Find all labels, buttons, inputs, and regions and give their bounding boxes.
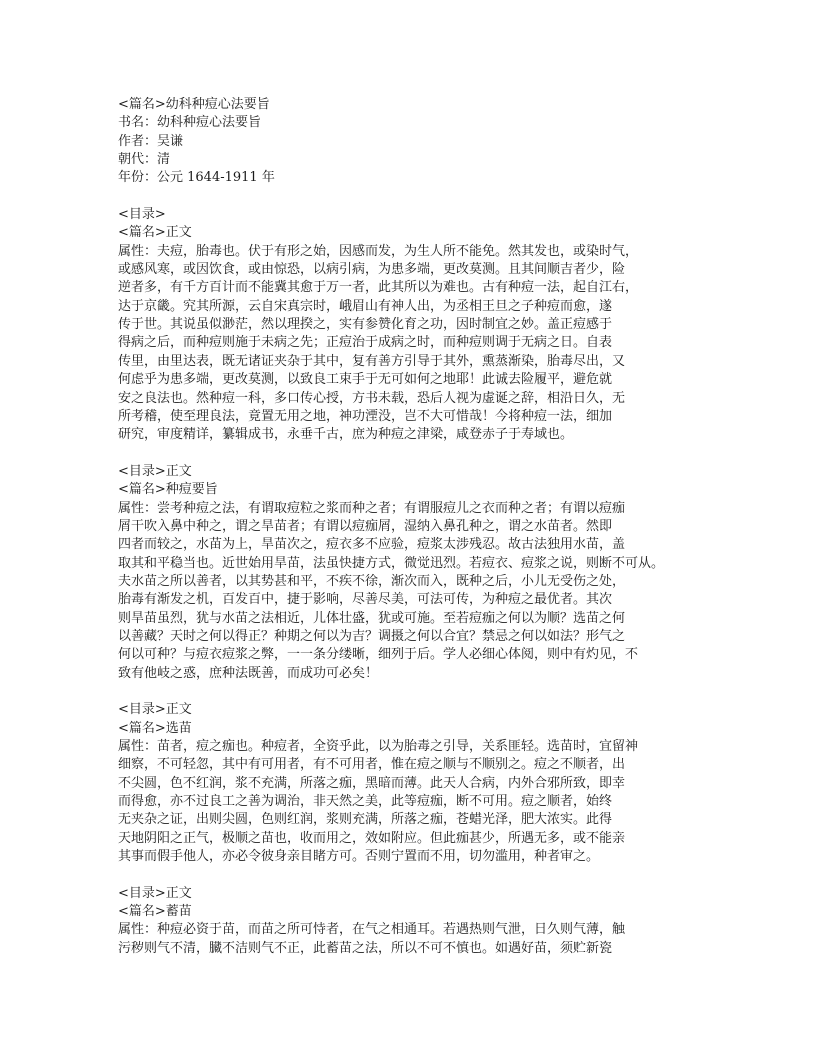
body-text-line: 属性：种痘必资于苗，而苗之所可恃者，在气之相通耳。若遇热则气泄，日久则气薄，触 — [118, 922, 626, 938]
section-gap — [118, 683, 698, 701]
toc-line: <目录> — [118, 207, 166, 223]
section-title-line: <篇名>选苗 — [118, 720, 192, 736]
body-text-line: 污秽则气不清，臓不洁则气不正，此蓄苗之法，所以不可不慎也。如遇好苗，须贮新瓷 — [118, 940, 613, 956]
body-text-line: 或感风寒，或因饮食，或由惊恐，以病引病，为患多端，更改莫测。且其间顺吉者少，险 — [118, 262, 626, 278]
body-text-line: 传里，由里达表，既无诸证夹杂于其中，复有善方引导于其外，熏蒸渐染，胎毒尽出，又 — [118, 353, 626, 369]
body-text-line: 研究，审度精详，纂辑成书，永垂千古，庶为种痘之津梁，咸登赤子于寿域也。 — [118, 427, 574, 443]
body-text-line: 逆者多，有千方百计而不能冀其愈于万一者，此其所以为难也。古有种痘一法，起自江右， — [118, 280, 639, 296]
toc-line: <目录>正文 — [118, 885, 192, 901]
section-essentials — [118, 463, 698, 683]
body-text-line: 属性：尝考种痘之法，有谓取痘粒之浆而种之者；有谓服痘儿之衣而种之者；有谓以痘痂 — [118, 500, 626, 516]
body-text-line: 何虑乎为患多端，更改莫测，以致良工束手于无可如何之地耶！此诚去险履平，避危就 — [118, 372, 613, 388]
chapter-title-line: <篇名>幼科种痘心法要旨 — [118, 97, 270, 112]
body-text-line: 则旱苗虽烈，犹与水苗之法相近，儿体壮盛，犹或可施。至若痘痂之何以为顺？选苗之何 — [118, 610, 626, 626]
body-text-line: 屑干吹入鼻中种之，谓之旱苗者；有谓以痘痂屑，湿纳入鼻孔种之，谓之水苗者。然即 — [118, 518, 613, 534]
body-text-line: 何以可种？与痘衣痘浆之弊，一一条分缕晰，细列于后。学人必细心体阅，则中有灼见，不 — [118, 647, 639, 663]
section-preface — [118, 206, 698, 444]
section-title-line: <篇名>种痘要旨 — [118, 482, 218, 498]
body-text-line: 夫水苗之所以善者，以其势甚和平，不疾不徐，渐次而入，既种之后，小儿无受伤之处， — [118, 573, 626, 589]
section-gap — [118, 445, 698, 463]
body-text-line: 四者而较之，水苗为上，旱苗次之，痘衣多不应验，痘浆太涉残忍。故古法独用水苗，盖 — [118, 537, 626, 553]
body-text-line: 传于世。其说虽似渺茫，然以理揆之，实有参赞化育之功，因时制宜之妙。盖正痘感于 — [118, 317, 613, 333]
body-text-line: 安之良法也。然种痘一科，多口传心授，方书未载，恐后人视为虚诞之辞，相沿日久，无 — [118, 390, 626, 406]
body-text-line: 无夹杂之证，出则尖圆，色则红润，浆则充满，所落之痂，苍蜡光泽，肥大浓实。此得 — [118, 812, 613, 828]
body-text-line: 得病之后，而种痘则施于未病之先；正痘治于成病之时，而种痘则调于无病之日。自表 — [118, 335, 613, 351]
document-header — [118, 96, 698, 188]
section-gap — [118, 866, 698, 884]
dynasty-line: 朝代：清 — [118, 152, 171, 168]
toc-line: <目录>正文 — [118, 702, 192, 718]
section-gap — [118, 188, 698, 206]
body-text-line: 以善藏？天时之何以得正？种期之何以为吉？调摄之何以合宜？禁忌之何以如法？形气之 — [118, 628, 626, 644]
body-text-line: 属性：夫痘，胎毒也。伏于有形之始，因感而发，为生人所不能免。然其发也，或染时气， — [118, 243, 639, 259]
section-store-seed — [118, 885, 698, 958]
toc-line: <目录>正文 — [118, 463, 192, 479]
book-title-line: 书名：幼科种痘心法要旨 — [118, 115, 262, 131]
body-text-line: 而得愈，亦不过良工之善为调治，非天然之美，此等痘痂，断不可用。痘之顺者，始终 — [118, 794, 613, 810]
body-text-line: 取其和平稳当也。近世始用旱苗，法虽快捷方式，微觉迅烈。若痘衣、痘浆之说，则断不可从。 — [118, 555, 665, 571]
section-title-line: <篇名>蓄苗 — [118, 904, 192, 920]
section-title-line: <篇名>正文 — [118, 225, 192, 241]
body-text-line: 天地阴阳之正气，极顺之苗也，收而用之，效如附应。但此痂甚少，所遇无多，或不能亲 — [118, 830, 626, 846]
body-text-line: 胎毒有渐发之机，百发百中，捷于影响，尽善尽美，可法可传，为种痘之最优者。其次 — [118, 592, 613, 608]
body-text-line: 其事而假手他人，亦必令彼身亲目睹方可。否则宁置而不用，切勿滥用，种者审之。 — [118, 849, 600, 865]
body-text-line: 属性：苗者，痘之痂也。种痘者，全资乎此，以为胎毒之引导，关系匪轻。选苗时，宜留神 — [118, 739, 639, 755]
body-text-line: 所考稽，使至理良法，竟置无用之地，神功湮没，岂不大可惜哉！今将种痘一法，细加 — [118, 408, 613, 424]
year-line: 年份：公元 1644-1911 年 — [118, 170, 275, 186]
document-page — [118, 96, 698, 958]
body-text-line: 细察，不可轻忽，其中有可用者，有不可用者，惟在痘之顺与不顺别之。痘之不顺者，出 — [118, 757, 626, 773]
author-line: 作者：吴谦 — [118, 133, 184, 149]
body-text-line: 达于京畿。究其所源，云自宋真宗时，峨眉山有神人出，为丞相王旦之子种痘而愈，遂 — [118, 298, 613, 314]
section-select-seed — [118, 701, 698, 866]
body-text-line: 致有他岐之惑，庶种法既善，而成功可必矣！ — [118, 665, 379, 681]
body-text-line: 不尖圆，色不红润，浆不充满，所落之痂，黑暗而薄。此天人合病，内外合邪所致，即幸 — [118, 775, 626, 791]
